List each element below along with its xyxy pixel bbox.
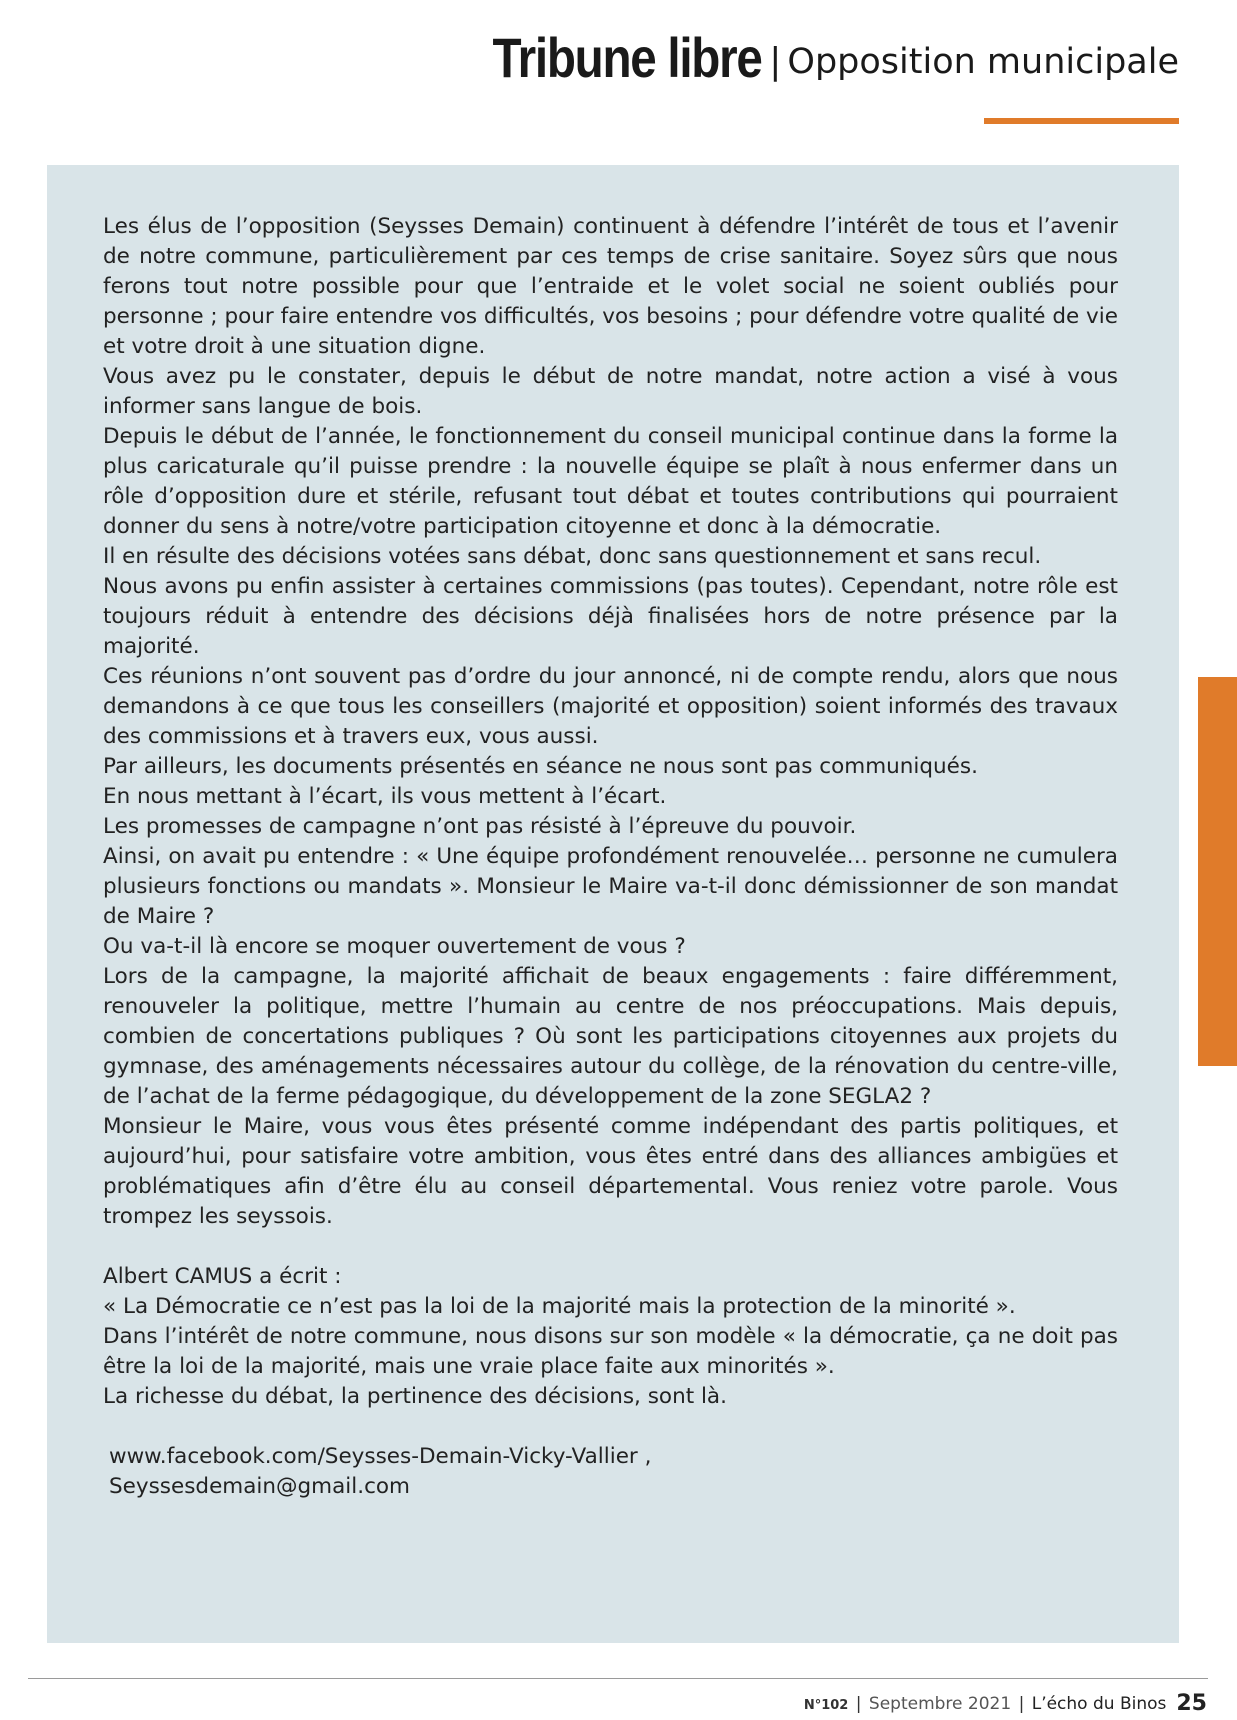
paragraph: Monsieur le Maire, vous vous êtes présenté comme indépendant des partis politiques, et aujourd’hui, pour satisfaire votre ambition, vous êtes entré dans des alliances ambigües et problématiques afin d’être élu au conseil départemental. Vous reniez votre parole. Vous trompez les seyssois. [103, 1114, 1118, 1229]
page-subtitle: Opposition municipale [787, 42, 1179, 82]
spacer [103, 1232, 1118, 1262]
paragraph: Les élus de l’opposition (Seysses Demain) continuent à défendre l’intérêt de tous et l’avenir de notre commune, particulièrement par ces temps de crise sanitaire. Soyez sûrs que nous ferons tout notre possible pour que l’entraide et le volet social ne soient oubliés pour personne ; pour faire entendre vos difficultés, vos besoins ; pour défendre votre qualité de vie et votre droit à une situation digne. [103, 214, 1118, 359]
page-footer: N°102 | Septembre 2021 | L’écho du Binos 25 [803, 1691, 1207, 1716]
paragraph: Dans l’intérêt de notre commune, nous disons sur son modèle « la démocratie, ça ne doit pas être la loi de la majorité, mais une vraie place faite aux minorités ». [103, 1324, 1118, 1379]
page-title: Tribune libre [492, 26, 762, 89]
paragraph: Ou va-t-il là encore se moquer ouvertement de vous ? [103, 934, 686, 959]
email-link[interactable]: Seyssesdemain@gmail.com [109, 1474, 410, 1499]
header-accent-rule [984, 118, 1179, 124]
quote: « La Démocratie ce n’est pas la loi de la majorité mais la protection de la minorité ». [103, 1294, 1016, 1319]
paragraph: Ces réunions n’ont souvent pas d’ordre du jour annoncé, ni de compte rendu, alors que nous demandons à ce que tous les conseillers (majorité et opposition) soient informés des travaux des commissions et à travers eux, vous aussi. [103, 664, 1118, 749]
spacer [103, 1412, 1118, 1442]
paragraph: Lors de la campagne, la majorité affichait de beaux engagements : faire différemment, renouveler la politique, mettre l’humain au centre de nos préoccupations. Mais depuis, combien de concertations publiques ? Où sont les participations citoyennes aux projets du gymnase, des aménagements nécessaires autour du collège, de la rénovation du centre-ville, de l’achat de la ferme pédagogique, du développement de la zone SEGLA2 ? [103, 964, 1118, 1109]
paragraph: En nous mettant à l’écart, ils vous mettent à l’écart. [103, 784, 667, 809]
facebook-link[interactable]: www.facebook.com/Seysses-Demain-Vicky-Vallier , [109, 1444, 652, 1469]
page-header [445, 26, 1179, 89]
paragraph: Ainsi, on avait pu entendre : « Une équipe profondément renouvelée… personne ne cumulera plusieurs fonctions ou mandats ». Monsieur le Maire va-t-il donc démissionner de son mandat de Maire ? [103, 844, 1118, 929]
title-separator: | [769, 41, 782, 82]
page-number: 25 [1176, 1691, 1207, 1716]
paragraph: Vous avez pu le constater, depuis le début de notre mandat, notre action a visé à vous informer sans langue de bois. [103, 364, 1118, 419]
article-body [103, 212, 1118, 1502]
footer-rule [28, 1678, 1208, 1679]
magazine-name: L’écho du Binos [1031, 1694, 1167, 1714]
side-accent-tab [1198, 677, 1237, 1066]
quote-intro: Albert CAMUS a écrit : [103, 1264, 342, 1289]
closing-line: La richesse du débat, la pertinence des décisions, sont là. [103, 1384, 727, 1409]
paragraph: Par ailleurs, les documents présentés en séance ne nous sont pas communiqués. [103, 754, 978, 779]
paragraph: Il en résulte des décisions votées sans débat, donc sans questionnement et sans recul. [103, 544, 1042, 569]
issue-number: N°102 [803, 1698, 849, 1713]
paragraph: Depuis le début de l’année, le fonctionnement du conseil municipal continue dans la forme la plus caricaturale qu’il puisse prendre : la nouvelle équipe se plaît à nous enfermer dans un rôle d’opposition dure et stérile, refusant tout débat et toutes contributions qui pourraient donner du sens à notre/votre participation citoyenne et donc à la démocratie. [103, 424, 1118, 539]
issue-date: Septembre 2021 [868, 1694, 1012, 1714]
paragraph: Nous avons pu enfin assister à certaines commissions (pas toutes). Cependant, notre rôle est toujours réduit à entendre des décisions déjà finalisées hors de notre présence par la majorité. [103, 574, 1118, 659]
paragraph: Les promesses de campagne n’ont pas résisté à l’épreuve du pouvoir. [103, 814, 857, 839]
